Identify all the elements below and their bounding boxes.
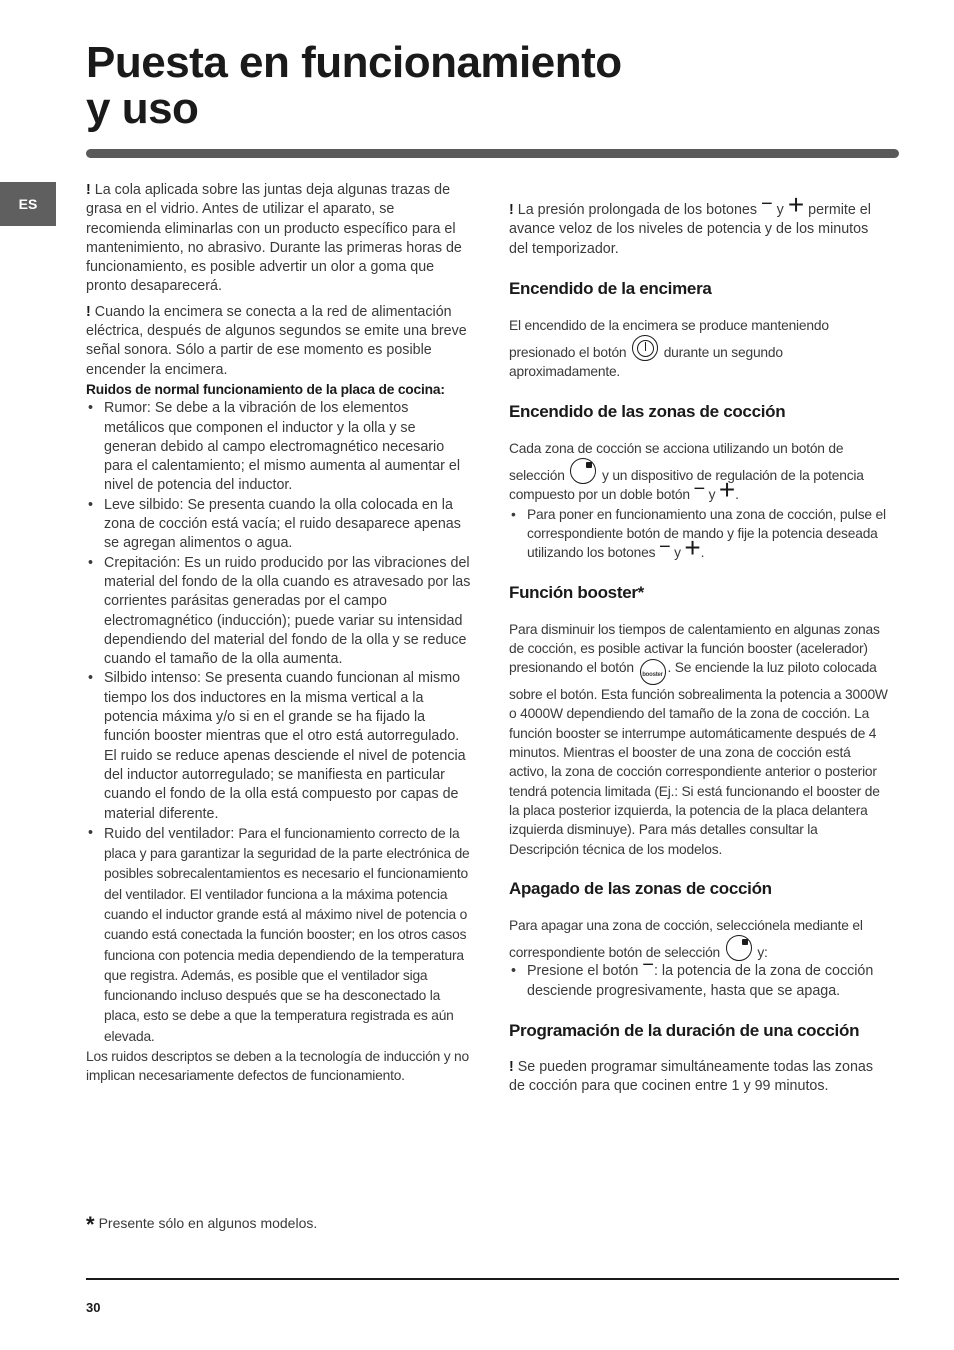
left-column [86,181,471,1086]
plus-icon: + [787,189,805,220]
list-item-text: Para poner en funcionamiento una zona de cocción, pulse el correspondiente botón de mando y fije la potencia deseada utilizando los botones [527,506,886,561]
minus-icon: − [693,478,705,501]
paragraph-programacion [509,1058,889,1097]
heading-encendido-zonas: Encendido de las zonas de cocción [509,401,786,421]
heading-apagado: Apagado de las zonas de cocción [509,878,772,898]
list-item: • Silbido intenso: Se presenta cuando funcionan al mismo tiempo los dos inductores en la misma vertical a la potencia máxima y/o si en el grande se ha fijado la función booster mientras que el otro está autorregulado. El ruido se reduce apenas desciende el nivel de potencia del inductor autorregulado; se manifiesta en particular cuando el fondo de la olla está compuesto por capas de material diferente. [86,669,471,823]
warning-mark: ! [86,182,91,198]
paragraph-text: La función booster se interrumpe automáticamente después de 4 minutos. Mientras el booster de una zona de cocción está activo, la zona de cocción correspondiente anterior o posterior tendrá potencia limitada (Ej.: Si está funcionando el booster de la placa posterior izquierda, la potencia de la placa delantera izquierda disminuye). Para más detalles consultar la [509,706,880,838]
paragraph-encendido [509,316,889,382]
paragraph-long-press [509,189,889,259]
right-column [509,189,889,1097]
page-title-line-1: Puesta en funcionamiento [86,38,622,87]
booster-button-icon: booster [640,659,666,685]
paragraph-text: Se pueden programar simultáneamente todas las zonas de cocción para que cocinen entre 1 y 99 minutos. [509,1059,874,1095]
warning-mark: ! [509,1059,514,1076]
footnote [86,1212,317,1238]
zonas-list [509,505,889,563]
paragraph-text: Cuando la encimera se conecta a la red de alimentación eléctrica, después de algunos segundos se emite una breve señal sonora. Sólo a partir de ese momento es posible encender la encimera. [86,303,467,378]
paragraph-zonas: Cada zona de cocción se acciona utilizando un botón de selección y un dispositivo de regulación de la potencia compuesto por un doble botón − y +. [509,440,864,506]
language-tab: ES [0,182,56,226]
minus-icon: − [658,536,671,559]
footer-divider [86,1278,899,1280]
conjunction: y [674,545,681,561]
paragraph-text: La presión prolongada de los botones [517,202,758,218]
paragraph-text: El encendido de la encimera se produce manteniendo presionado el botón [509,317,829,361]
footnote-text: Presente sólo en algunos modelos. [98,1215,318,1231]
conjunction: y [776,202,784,218]
paragraph-apagado [509,916,889,963]
select-button-icon [570,458,596,484]
heading-booster: Función booster* [509,582,644,602]
paragraph-power-connection [86,303,471,380]
list-item-text: Presione el botón [527,963,639,980]
paragraph-booster [509,620,889,859]
paragraph-text: . Se enciende la luz piloto colocada sobre el botón. Esta función sobrealimenta la potencia a 3000W o 4000W dependiendo del tamaño de la zona de cocción. [509,660,888,722]
apagado-list [509,954,889,1001]
page-number: 30 [86,1300,101,1315]
heading-encendido-encimera: Encendido de la encimera [509,278,712,298]
paragraph-text: Descripción técnica de los modelos. [509,841,723,857]
warning-mark: ! [86,303,91,320]
page-title [86,40,622,132]
list-item [509,954,889,1001]
list-item-lead: Ruido del ventilador: [104,825,239,842]
paragraph-glue-warning [86,181,471,297]
list-item-text: : la potencia de la zona de cocción desciende progresivamente, hasta que se apaga. [527,963,874,999]
paragraph-text: Para disminuir los tiempos de calentamiento en algunas zonas de cocción, es posible activar la función booster (acelerador) presionando el botón [509,621,880,676]
list-item: • Rumor: Se debe a la vibración de los elementos metálicos que componen el inductor y la olla y se generan debido al campo electromagnético necesario para el calentamiento; el mismo aumenta al aumentar el nivel de potencia del inductor. [86,399,471,495]
list-item: • Crepitación: Es un ruido producido por las vibraciones del material del fondo de la olla cuando es atravesado por las corrientes parásitas generadas por el campo electromagnético (inducción); puede variar su intensidad dependiendo del material del fondo de la olla y se reduce cuando el tamaño de la olla aumenta. [86,554,471,670]
list-item: • Para poner en funcionamiento una zona de cocción, pulse el correspondiente botón de mando y fije la potencia deseada utilizando los botones − y +. [509,505,889,563]
list-item: • Leve silbido: Se presenta cuando la olla colocada en la zona de cocción está vacía; el ruido desaparece apenas se agregan alimentos o agua. [86,496,471,554]
power-button-icon [632,335,658,361]
conjunction: y [708,487,716,503]
paragraph-text: Para apagar una zona de cocción, selecciónela mediante el correspondiente botón de selección [509,917,863,961]
heading-programacion: Programación de la duración de una cocción [509,1021,860,1041]
paragraph-text: Cada zona de cocción se acciona utilizando un botón de selección [509,440,844,484]
plus-icon: + [684,532,701,564]
paragraph-text: y un dispositivo de regulación de la potencia compuesto por un doble botón [509,468,864,503]
footnote-star: * [86,1212,95,1237]
paragraph-text: permite el avance veloz de los niveles de potencia y de los minutos del temporizador. [509,202,871,257]
minus-icon: − [761,193,773,215]
noise-heading: Ruidos de normal funcionamiento de la placa de cocina: [86,381,445,397]
list-item [86,824,471,1047]
select-button-icon [726,935,752,961]
minus-icon: − [642,954,654,977]
title-divider [86,149,899,158]
closing-paragraph: Los ruidos descriptos se deben a la tecnología de inducción y no implican necesariamente defectos de funcionamiento. [86,1049,469,1084]
warning-mark: ! [509,202,514,218]
noise-list [86,399,471,1047]
plus-icon: + [718,474,736,506]
list-item-text: Para el funcionamiento correcto de la placa y para garantizar la seguridad de la parte electrónica de posibles sobrecalentamientos es necesario el funcionamiento del ventilador. El ventilador funciona a la máxima potencia cuando el inductor grande está al máximo nivel de potencia o cuando está conectada la función booster; en los otros casos funciona con potencia media dependiendo de la temperatura que registra. Además, es posible que el ventilador siga funcionando incluso después que se ha desconectado la placa, esto se debe a que la temperatura registrada es aún elevada. [104,825,470,1044]
paragraph-text: y: [757,945,768,961]
paragraph-text: La cola aplicada sobre las juntas deja algunas trazas de grasa en el vidrio. Antes de utilizar el aparato, se recomienda eliminarlas con un producto específico para el mantenimiento, no abrasivo. Durante las primeras horas de funcionamiento, es posible advertir un olor a goma que pronto desaparecerá. [86,182,462,295]
page-title-line-2: y uso [86,84,199,133]
paragraph-text: durante un segundo aproximadamente. [509,345,783,380]
